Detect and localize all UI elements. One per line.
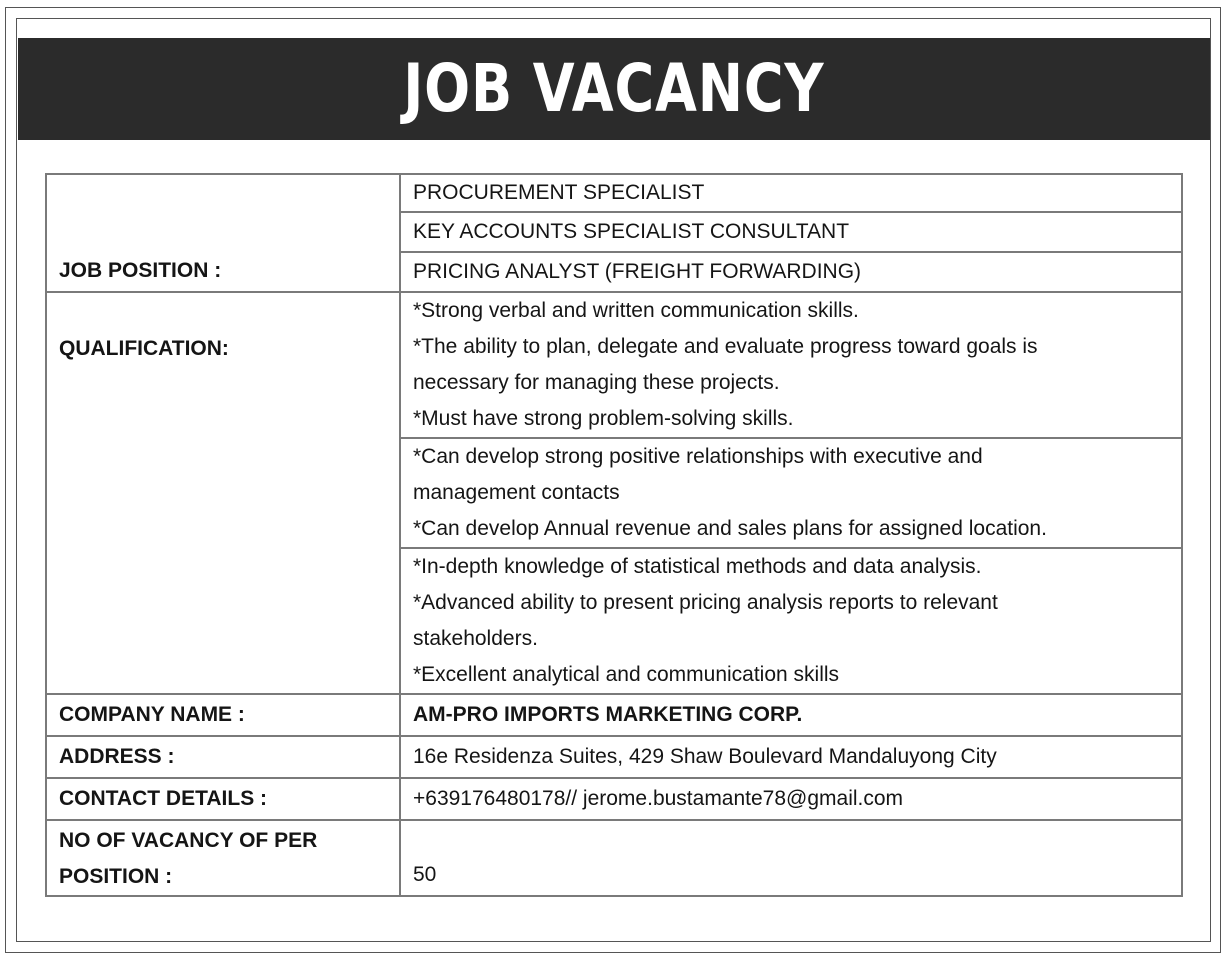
table-row: [46, 778, 1182, 820]
contact-details-value: +639176480178// jerome.bustamante78@gmail.com: [400, 778, 1182, 820]
qualification-line: management contacts: [413, 481, 620, 504]
qualification-line: *Can develop strong positive relationships with executive and: [413, 445, 983, 468]
vacancy-table: [45, 173, 1183, 897]
table-row: [46, 694, 1182, 736]
position-cell: PRICING ANALYST (FREIGHT FORWARDING): [400, 252, 1182, 292]
qualification-line: stakeholders.: [413, 627, 538, 650]
job-position-label: JOB POSITION :: [46, 174, 400, 292]
qualification-line: *Can develop Annual revenue and sales plans for assigned location.: [413, 517, 1047, 540]
table-row: [46, 820, 1182, 896]
position-cell: PROCUREMENT SPECIALIST: [400, 174, 1182, 212]
vacancy-count-value: 50: [400, 820, 1182, 896]
page-title: JOB VACANCY: [403, 50, 825, 127]
address-value: 16e Residenza Suites, 429 Shaw Boulevard Mandaluyong City: [400, 736, 1182, 778]
header-banner: [18, 38, 1210, 140]
address-label: ADDRESS :: [46, 736, 400, 778]
qualification-line: *Strong verbal and written communication skills.: [413, 299, 859, 322]
qualification-line: *Excellent analytical and communication skills: [413, 663, 840, 686]
vacancy-label-line: POSITION :: [59, 865, 173, 888]
qualification-line: necessary for managing these projects.: [413, 371, 780, 394]
company-name-label: COMPANY NAME :: [46, 694, 400, 736]
qualification-line: *Advanced ability to present pricing analysis reports to relevant: [413, 591, 998, 614]
qualification-line: *In-depth knowledge of statistical methods and data analysis.: [413, 555, 982, 578]
qualification-line: *Must have strong problem-solving skills.: [413, 407, 794, 430]
table-row: [46, 174, 1182, 212]
qualification-group: [400, 548, 1182, 694]
qualification-group: [400, 292, 1182, 438]
qualification-group: [400, 438, 1182, 548]
position-cell: KEY ACCOUNTS SPECIALIST CONSULTANT: [400, 212, 1182, 252]
qualification-line: *The ability to plan, delegate and evaluate progress toward goals is: [413, 335, 1038, 358]
table-row: [46, 292, 1182, 438]
company-name-value: AM-PRO IMPORTS MARKETING CORP.: [400, 694, 1182, 736]
contact-details-label: CONTACT DETAILS :: [46, 778, 400, 820]
vacancy-label-line: NO OF VACANCY OF PER: [59, 829, 318, 852]
vacancy-count-label: [46, 820, 400, 896]
table-row: [46, 736, 1182, 778]
qualification-label: QUALIFICATION:: [46, 292, 400, 694]
